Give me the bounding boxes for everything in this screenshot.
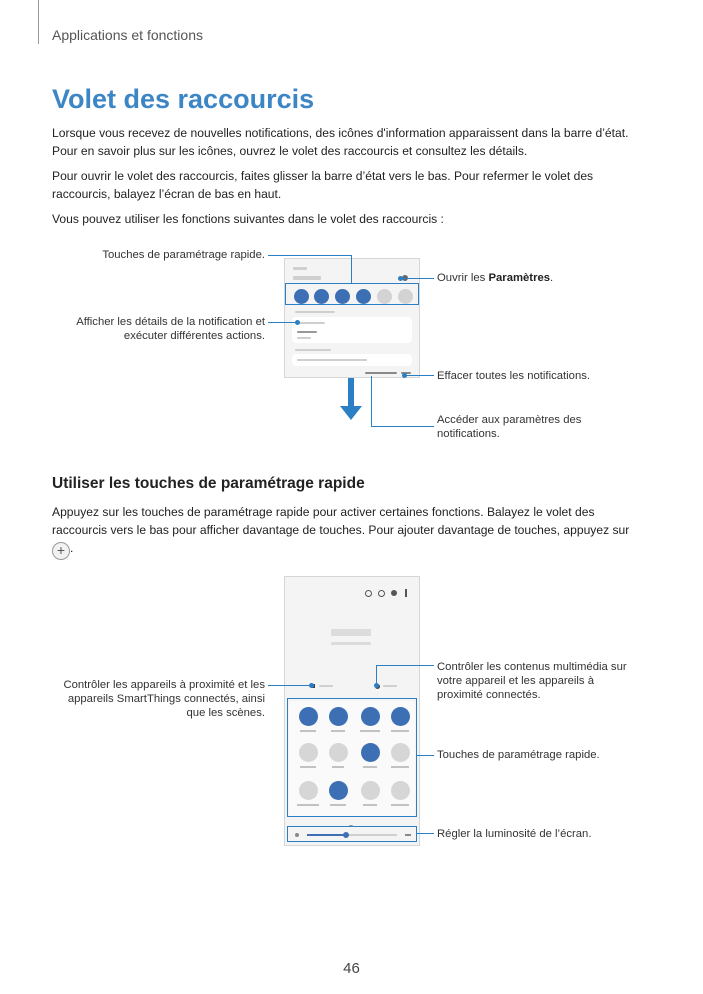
callout-media: Contrôler les contenus multimédia sur votre appareil et les appareils à proximité connectés.	[437, 661, 627, 701]
callout-brightness: Régler la luminosité de l’écran.	[437, 828, 592, 840]
callout-quick-settings-2: Touches de paramétrage rapide.	[437, 749, 600, 761]
search-icon	[365, 590, 372, 597]
gear-icon	[391, 590, 397, 596]
section-heading: Utiliser les touches de paramétrage rapide	[52, 475, 365, 492]
quick-settings-highlight	[285, 283, 419, 305]
page-title: Volet des raccourcis	[52, 84, 315, 114]
power-icon	[378, 590, 385, 597]
callout-quick-settings: Touches de paramétrage rapide.	[102, 249, 265, 261]
callout-notification-settings: Accéder aux paramètres des notifications.	[437, 414, 582, 440]
callout-smartthings: Contrôler les appareils à proximité et les appareils SmartThings connectés, ainsi que les scènes.	[63, 679, 265, 719]
callout-clear-all: Effacer toutes les notifications.	[437, 370, 591, 382]
page-number: 46	[343, 960, 360, 977]
quick-settings-highlight	[287, 698, 417, 817]
intro-paragraph-2: Pour ouvrir le volet des raccourcis, faites glisser la barre d’état vers le bas. Pour refermer le volet des raccourcis, balayez l’écran de bas en haut.	[52, 169, 594, 201]
intro-paragraph-1: Lorsque vous recevez de nouvelles notifications, des icônes d'information apparaissent dans la barre d’état. Pour en savoir plus sur les icônes, ouvrez le volet des raccourcis et consultez les détails.	[52, 126, 629, 158]
callout-open-settings: Ouvrir les Paramètres.	[437, 272, 554, 284]
more-icon	[405, 589, 407, 597]
arrow-head	[340, 406, 362, 420]
swipe-down-arrow	[348, 378, 354, 408]
section-body: Appuyez sur les touches de paramétrage rapide pour activer certaines fonctions. Balayez le volet des raccourcis vers le bas pour afficher davantage de touches. Pour ajouter davantage de touches, appuyez sur + .	[52, 505, 630, 558]
intro-paragraph-3: Vous pouvez utiliser les fonctions suivantes dans le volet des raccourcis :	[52, 212, 444, 226]
plus-icon: +	[52, 542, 70, 560]
margin-rule	[38, 0, 39, 44]
callout-notification-details: Afficher les détails de la notification et exécuter différentes actions.	[76, 316, 265, 342]
section-header: Applications et fonctions	[52, 27, 203, 43]
brightness-highlight	[287, 826, 417, 842]
